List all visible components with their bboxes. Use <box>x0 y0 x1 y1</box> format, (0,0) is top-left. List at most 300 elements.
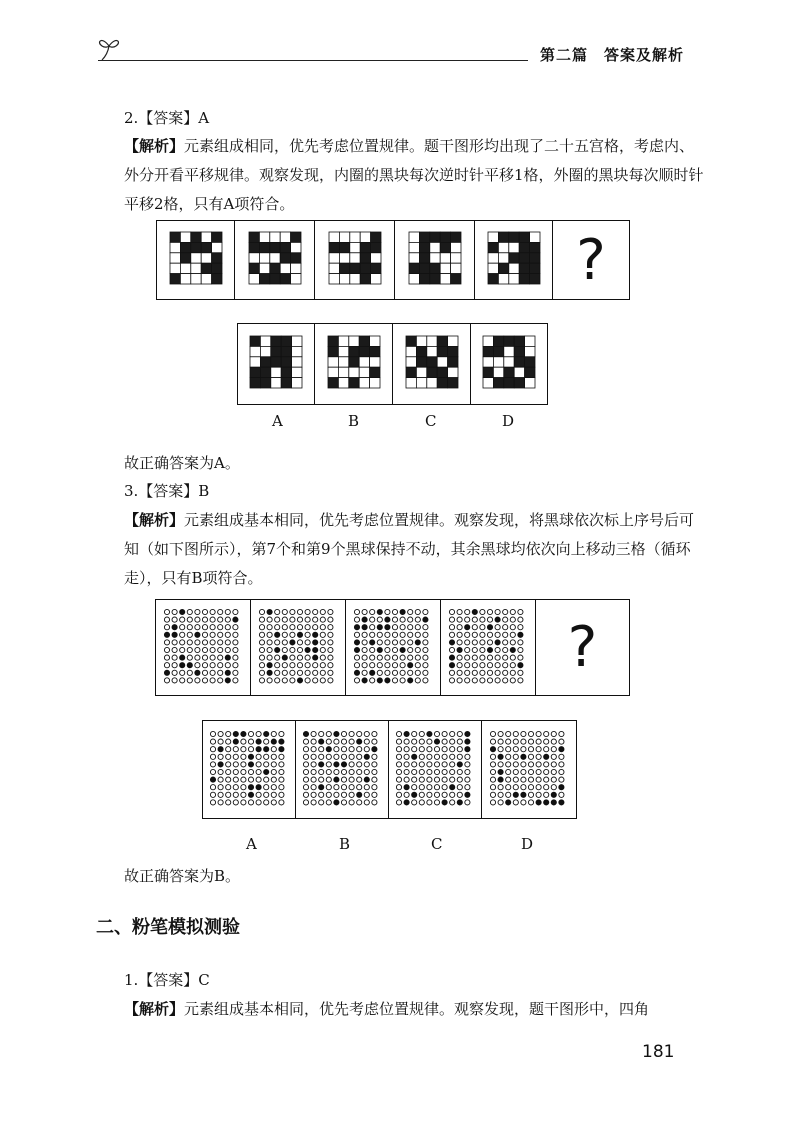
dot <box>297 677 302 682</box>
grid-cell <box>519 253 529 263</box>
grid-cell <box>429 242 439 252</box>
dot <box>377 677 382 682</box>
grid-cell <box>290 253 300 263</box>
dot <box>303 769 308 774</box>
dot <box>487 624 492 629</box>
dot <box>370 647 375 652</box>
grid-cell <box>493 378 503 388</box>
grid-cell <box>370 274 380 284</box>
dot <box>449 609 454 614</box>
dot <box>290 639 295 644</box>
dot <box>226 754 231 759</box>
grid-cell <box>249 232 259 242</box>
q2-figure-3 <box>315 221 395 299</box>
grid-cell <box>416 336 426 346</box>
dot <box>180 670 185 675</box>
dot <box>506 777 511 782</box>
dot <box>180 624 185 629</box>
dot <box>334 792 339 797</box>
dot <box>282 670 287 675</box>
dot <box>427 746 432 751</box>
dot <box>326 769 331 774</box>
dot <box>498 761 503 766</box>
dot <box>412 746 417 751</box>
dot <box>354 617 359 622</box>
grid-cell <box>271 378 281 388</box>
dot <box>457 739 462 744</box>
dot <box>259 662 264 667</box>
dot <box>187 632 192 637</box>
dot <box>503 617 508 622</box>
analysis-tag: 【解析】 <box>124 511 185 529</box>
dot <box>521 784 526 789</box>
dot <box>521 754 526 759</box>
dot <box>328 639 333 644</box>
dot <box>311 777 316 782</box>
dot <box>180 647 185 652</box>
dot <box>334 777 339 782</box>
dot <box>267 662 272 667</box>
dot <box>256 746 261 751</box>
dot <box>513 731 518 736</box>
dot <box>457 746 462 751</box>
dot <box>264 739 269 744</box>
dot <box>518 624 523 629</box>
dot <box>303 746 308 751</box>
dot <box>282 632 287 637</box>
dot <box>305 670 310 675</box>
dot <box>415 670 420 675</box>
dot <box>172 662 177 667</box>
dot <box>202 670 207 675</box>
dot <box>465 639 470 644</box>
dot <box>218 609 223 614</box>
grid-cell <box>180 253 190 263</box>
dot <box>412 754 417 759</box>
dot <box>480 655 485 660</box>
dot <box>408 662 413 667</box>
dot <box>412 799 417 804</box>
dot <box>544 777 549 782</box>
dot <box>164 617 169 622</box>
grid-cell <box>201 232 211 242</box>
grid-cell <box>519 263 529 273</box>
dot <box>498 777 503 782</box>
dot <box>226 739 231 744</box>
grid-figure <box>169 231 223 285</box>
grid-cell <box>450 253 460 263</box>
dot <box>210 624 215 629</box>
dot <box>427 731 432 736</box>
dot <box>528 769 533 774</box>
dot <box>559 799 564 804</box>
dot <box>319 731 324 736</box>
dot <box>334 769 339 774</box>
grid-cell <box>488 263 498 273</box>
dot <box>544 731 549 736</box>
dot <box>297 624 302 629</box>
grid-cell <box>339 242 349 252</box>
q1-analysis-text: 元素组成基本相同，优先考虑位置规律。观察发现，题干图形中，四角 <box>184 1000 650 1018</box>
dot <box>404 799 409 804</box>
dot <box>385 609 390 614</box>
dot <box>480 617 485 622</box>
dot <box>457 799 462 804</box>
dot <box>385 639 390 644</box>
dot <box>326 731 331 736</box>
dot <box>259 647 264 652</box>
grid-cell <box>280 242 290 252</box>
dot <box>396 777 401 782</box>
dot <box>187 624 192 629</box>
q2-figure-1 <box>157 221 235 299</box>
q2-option-label-a: A <box>272 412 283 430</box>
dot <box>320 609 325 614</box>
dot <box>427 754 432 759</box>
dot <box>385 647 390 652</box>
dot <box>357 754 362 759</box>
dot <box>202 609 207 614</box>
dot <box>218 799 223 804</box>
dot <box>513 761 518 766</box>
dot <box>328 609 333 614</box>
dot <box>233 617 238 622</box>
dot <box>404 754 409 759</box>
dot <box>297 617 302 622</box>
dot <box>419 754 424 759</box>
dot <box>536 777 541 782</box>
dot <box>377 639 382 644</box>
dot <box>256 769 261 774</box>
grid-cell <box>437 346 447 356</box>
dot <box>267 639 272 644</box>
dot <box>180 662 185 667</box>
grid-cell <box>290 232 300 242</box>
dot <box>400 662 405 667</box>
dot <box>362 632 367 637</box>
grid-cell <box>259 232 269 242</box>
dot <box>513 777 518 782</box>
dot <box>415 632 420 637</box>
dot <box>354 647 359 652</box>
dot <box>518 639 523 644</box>
dot <box>480 609 485 614</box>
dot <box>450 799 455 804</box>
dot <box>259 655 264 660</box>
dot <box>187 670 192 675</box>
dot <box>328 632 333 637</box>
dot <box>408 632 413 637</box>
dot <box>495 624 500 629</box>
dot <box>275 609 280 614</box>
grid-cell <box>514 378 524 388</box>
dot <box>506 746 511 751</box>
grid-cell <box>450 274 460 284</box>
q2-analysis <box>124 132 704 219</box>
grid-cell <box>359 378 369 388</box>
grid-cell <box>349 253 359 263</box>
dot <box>449 617 454 622</box>
dot <box>385 670 390 675</box>
dot <box>480 624 485 629</box>
dot <box>412 739 417 744</box>
dot <box>385 632 390 637</box>
dot <box>400 624 405 629</box>
dot <box>226 799 231 804</box>
dot <box>457 777 462 782</box>
dot <box>259 609 264 614</box>
dot <box>404 761 409 766</box>
dot <box>320 647 325 652</box>
dot <box>490 784 495 789</box>
header-rule <box>98 60 528 61</box>
dot <box>427 761 432 766</box>
dot <box>334 784 339 789</box>
grid-cell <box>170 263 180 273</box>
dot <box>495 639 500 644</box>
dot <box>233 739 238 744</box>
grid-cell <box>406 378 416 388</box>
dot <box>233 670 238 675</box>
dot <box>275 662 280 667</box>
grid-cell <box>504 346 514 356</box>
dot <box>442 731 447 736</box>
dot <box>434 777 439 782</box>
dot <box>510 662 515 667</box>
dot <box>354 609 359 614</box>
dot <box>362 662 367 667</box>
dot <box>267 655 272 660</box>
dot <box>396 739 401 744</box>
dot <box>282 647 287 652</box>
dot <box>364 784 369 789</box>
dot <box>551 761 556 766</box>
dot <box>320 655 325 660</box>
dot <box>370 670 375 675</box>
dot <box>271 769 276 774</box>
dot <box>408 609 413 614</box>
dot <box>404 777 409 782</box>
dot <box>536 739 541 744</box>
dot <box>465 746 470 751</box>
dot <box>357 784 362 789</box>
grid-cell <box>292 357 302 367</box>
grid-cell <box>498 263 508 273</box>
dot <box>495 632 500 637</box>
dot <box>320 662 325 667</box>
grid-cell <box>483 378 493 388</box>
grid-cell <box>519 274 529 284</box>
dot <box>442 754 447 759</box>
dot <box>419 784 424 789</box>
dot <box>551 769 556 774</box>
dot <box>279 792 284 797</box>
dot <box>521 739 526 744</box>
dot <box>465 647 470 652</box>
dot <box>357 761 362 766</box>
grid-cell <box>514 357 524 367</box>
dot <box>275 677 280 682</box>
dot <box>385 617 390 622</box>
dot <box>528 761 533 766</box>
dot <box>465 754 470 759</box>
dot <box>510 655 515 660</box>
grid-cell <box>369 367 379 377</box>
dot <box>408 624 413 629</box>
dot <box>362 655 367 660</box>
dot <box>495 609 500 614</box>
dot <box>521 799 526 804</box>
dot <box>218 655 223 660</box>
dot <box>349 777 354 782</box>
dot <box>423 662 428 667</box>
dot <box>372 769 377 774</box>
dot <box>226 792 231 797</box>
dot <box>319 792 324 797</box>
dot <box>513 799 518 804</box>
dot <box>521 761 526 766</box>
dot <box>487 632 492 637</box>
q2-option-label-d: D <box>502 412 515 430</box>
dot <box>503 670 508 675</box>
dot <box>372 799 377 804</box>
dot <box>349 769 354 774</box>
dot <box>275 639 280 644</box>
dot <box>498 731 503 736</box>
dot <box>290 632 295 637</box>
dot <box>487 670 492 675</box>
dot <box>457 754 462 759</box>
dot <box>377 662 382 667</box>
grid-cell <box>426 336 436 346</box>
grid-cell <box>260 346 270 356</box>
grid-cell <box>328 357 338 367</box>
dot <box>423 639 428 644</box>
dot <box>419 731 424 736</box>
dot <box>370 609 375 614</box>
dot <box>172 655 177 660</box>
dot <box>457 670 462 675</box>
grid-cell <box>328 367 338 377</box>
dot <box>450 746 455 751</box>
grid-cell <box>514 346 524 356</box>
dot <box>225 639 230 644</box>
dot <box>377 647 382 652</box>
grid-cell <box>271 346 281 356</box>
dot <box>341 731 346 736</box>
dot <box>282 662 287 667</box>
analysis-tag: 【解析】 <box>124 137 185 155</box>
dot <box>313 609 318 614</box>
grid-cell <box>201 274 211 284</box>
dot <box>404 746 409 751</box>
dot <box>521 792 526 797</box>
dot <box>233 647 238 652</box>
dot <box>264 761 269 766</box>
dot <box>282 624 287 629</box>
dot <box>370 677 375 682</box>
dot <box>248 739 253 744</box>
dot <box>305 662 310 667</box>
dot <box>303 792 308 797</box>
dot <box>362 624 367 629</box>
dot <box>400 670 405 675</box>
dot <box>164 624 169 629</box>
dot <box>480 639 485 644</box>
grid-cell <box>437 357 447 367</box>
dot <box>195 632 200 637</box>
dot-figure <box>489 730 569 806</box>
dot <box>465 784 470 789</box>
grid-cell <box>190 263 200 273</box>
grid-cell <box>290 274 300 284</box>
grid-cell <box>348 336 358 346</box>
dot <box>396 792 401 797</box>
dot <box>311 754 316 759</box>
dot <box>357 731 362 736</box>
grid-cell <box>498 253 508 263</box>
dot <box>472 662 477 667</box>
dot <box>313 647 318 652</box>
dot <box>434 799 439 804</box>
grid-cell <box>437 336 447 346</box>
dot <box>551 799 556 804</box>
dot <box>396 731 401 736</box>
grid-cell <box>292 346 302 356</box>
grid-cell <box>525 346 535 356</box>
dot <box>490 761 495 766</box>
dot <box>195 662 200 667</box>
dot <box>442 777 447 782</box>
dot <box>210 784 215 789</box>
dot <box>202 647 207 652</box>
grid-cell <box>328 378 338 388</box>
dot <box>233 761 238 766</box>
dot <box>415 617 420 622</box>
grid-cell <box>339 274 349 284</box>
dot <box>364 754 369 759</box>
dot <box>279 761 284 766</box>
grid-cell <box>426 378 436 388</box>
dot <box>457 632 462 637</box>
dot <box>559 754 564 759</box>
dot <box>377 609 382 614</box>
dot <box>248 769 253 774</box>
dot <box>423 655 428 660</box>
dot <box>202 677 207 682</box>
dot <box>218 746 223 751</box>
dot <box>480 670 485 675</box>
dot <box>498 784 503 789</box>
grid-cell <box>339 232 349 242</box>
dot <box>415 639 420 644</box>
dot <box>305 677 310 682</box>
grid-cell <box>249 274 259 284</box>
dot <box>341 792 346 797</box>
dot <box>264 769 269 774</box>
grid-cell <box>211 274 221 284</box>
dot <box>195 624 200 629</box>
dot <box>364 731 369 736</box>
dot <box>225 662 230 667</box>
dot <box>412 784 417 789</box>
dot <box>305 655 310 660</box>
dot <box>521 746 526 751</box>
grid-cell <box>493 346 503 356</box>
dot <box>226 777 231 782</box>
grid-cell <box>419 253 429 263</box>
dot <box>472 677 477 682</box>
